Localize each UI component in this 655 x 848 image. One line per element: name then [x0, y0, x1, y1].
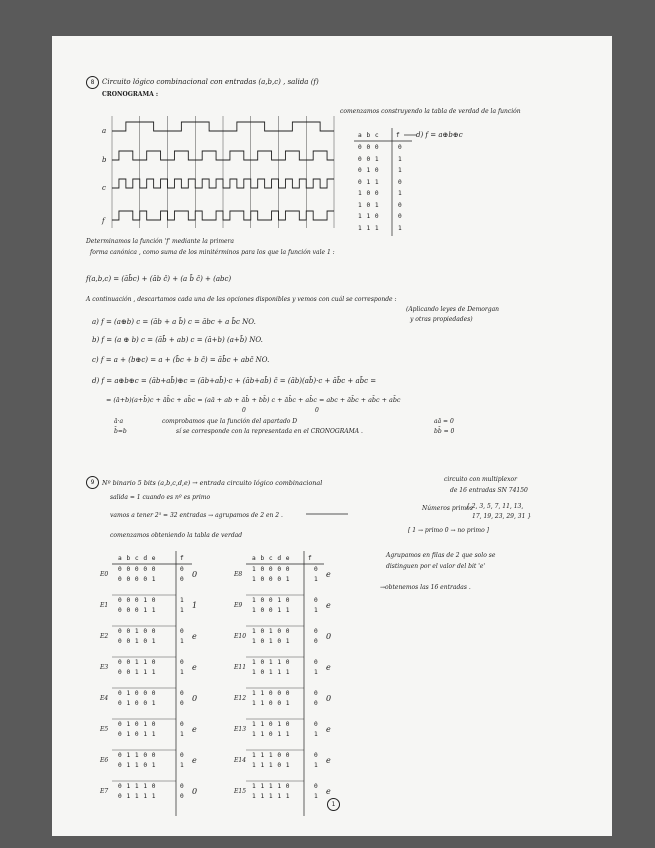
entry-label: E5	[100, 726, 109, 733]
row-bits: 0 0 1 1 0	[118, 659, 157, 666]
entry-label: E8	[234, 571, 243, 578]
prime-legend: [ 1 → primo 0 → no primo ]	[408, 527, 489, 534]
truth-table-header-f: f	[396, 132, 401, 139]
row-f-value: 1	[180, 638, 185, 645]
note-a-abar: aā = 0	[434, 418, 454, 425]
truth-table-output: 1	[398, 155, 403, 163]
mux-input-value: 0	[192, 694, 198, 703]
row-f-value: 0	[180, 721, 185, 728]
exercise-9-title: Nº binario 5 bits (a,b,c,d,e) → entrada circuito lógico combinacional	[102, 479, 323, 487]
row-f-value: 0	[180, 690, 185, 697]
answer-d: d) f = a⊕b⊕c	[416, 131, 463, 139]
row-f-value: 0	[314, 721, 319, 728]
row-f-value: 0	[180, 752, 185, 759]
truth-table-inputs: 1 1 1	[358, 224, 380, 232]
mux-note-2: de 16 entradas SN 74150	[450, 487, 528, 494]
group-note-1: Agrupamos en filas de 2 que solo se	[386, 552, 496, 559]
notebook-page	[52, 36, 612, 836]
row-f-value: 0	[314, 783, 319, 790]
row-bits: 0 0 0 1 0	[118, 597, 157, 604]
row-f-value: 0	[314, 638, 319, 645]
row-f-value: 0	[180, 576, 185, 583]
row-f-value: 1	[180, 731, 185, 738]
row-f-value: 0	[314, 628, 319, 635]
row-bits: 1 1 0 0 1	[252, 700, 291, 707]
primes-list-1: { 2, 3, 5, 7, 11, 13,	[466, 503, 524, 510]
note-b-bbar: bb̄ = 0	[434, 428, 455, 435]
mux-input-value: 0	[326, 632, 332, 641]
check-line-2: sí se corresponde con la representada en el CRONOGRAMA .	[176, 428, 363, 435]
truth-table-inputs: 0 1 1	[358, 178, 380, 186]
row-bits: 1 1 1 0 1	[252, 762, 291, 769]
row-bits: 1 0 1 1 1	[252, 669, 291, 676]
row-bits: 1 1 0 1 1	[252, 731, 291, 738]
row-f-value: 0	[180, 566, 185, 573]
row-f-value: 0	[180, 628, 185, 635]
mux-input-value: e	[192, 663, 197, 672]
row-bits: 0 0 1 0 1	[118, 638, 157, 645]
truth-table-output: 0	[398, 144, 403, 151]
note-aa: ā·a	[114, 418, 124, 425]
entries-text: vamos a tener 2⁵ = 32 entradas → agrupamos de 2 en 2 .	[110, 512, 283, 519]
row-bits: 1 0 0 0 0	[252, 566, 291, 573]
primes-list-2: 17, 19, 23, 29, 31 }	[472, 513, 532, 520]
row-bits: 1 1 1 1 1	[252, 793, 291, 800]
truth-table-inputs: 0 0 0	[358, 144, 380, 151]
entry-label: E13	[234, 726, 247, 733]
truth-table-output: 0	[398, 178, 403, 186]
exercise-8-title: Circuito lógico combinacional con entradas (a,b,c) , salida (f)	[102, 78, 319, 86]
truth-table-inputs: 1 0 1	[358, 201, 380, 209]
row-f-value: 1	[180, 597, 185, 604]
row-f-value: 1	[180, 669, 185, 676]
option-d-line-2: = (ā+b)(a+b̄)c + āb̄c + ab̄c = (aā + ab + āb̄ + bb̄) c + āb̄c + ab̄c = abc + āb̄c + ab̄c + ab̄c	[106, 396, 401, 404]
mux-note-1: circuito con multiplexor	[444, 476, 517, 483]
row-bits: 1 0 0 1 0	[252, 597, 291, 604]
entry-label: E11	[234, 664, 247, 671]
table-right-header-f: f	[308, 555, 313, 562]
truth-table-output: 0	[398, 201, 403, 209]
truth-table-inputs: 1 1 0	[358, 213, 380, 220]
start-table-text: comenzamos obteniendo la tabla de verdad	[110, 532, 243, 539]
entry-label: E3	[100, 664, 109, 671]
row-f-value: 0	[314, 700, 319, 707]
row-f-value: 0	[180, 700, 185, 707]
determine-line-1: Determinamos la función 'f' mediante la primera	[86, 238, 234, 245]
row-bits: 1 1 1 0 0	[252, 752, 291, 759]
mux-input-value: e	[326, 787, 331, 796]
row-f-value: 0	[314, 566, 319, 573]
row-bits: 1 0 1 1 0	[252, 659, 291, 666]
obtain-entries: →obtenemos las 16 entradas .	[380, 584, 471, 591]
exercise-9-output: salida = 1 cuando es nº es primo	[110, 494, 211, 501]
row-f-value: 1	[180, 607, 185, 614]
row-bits: 0 1 0 1 0	[118, 721, 157, 728]
truth-table-inputs: 0 0 1	[358, 155, 380, 163]
row-bits: 1 0 0 0 1	[252, 576, 291, 583]
row-bits: 0 0 0 1 1	[118, 607, 157, 614]
row-f-value: 1	[314, 762, 319, 769]
row-bits: 1 1 1 1 0	[252, 783, 291, 790]
row-bits: 1 0 1 0 1	[252, 638, 291, 645]
row-f-value: 0	[314, 659, 319, 666]
demorgan-note-2: y otras propiedades)	[410, 316, 473, 323]
note-bb: b̄=b	[114, 428, 127, 435]
entry-label: E7	[100, 788, 109, 795]
row-bits: 0 0 1 0 0	[118, 628, 157, 635]
mux-input-value: e	[326, 725, 331, 734]
check-line-1: comprobamos que la función del apartado D	[162, 418, 298, 425]
exercise-9-number: 9	[86, 476, 99, 489]
truth-table-inputs: 0 1 0	[358, 167, 380, 174]
zero-mark-2: 0	[315, 407, 319, 414]
row-f-value: 1	[314, 576, 319, 583]
entry-label: E1	[100, 602, 109, 609]
table-left-header-f: f	[180, 555, 185, 562]
row-f-value: 1	[314, 731, 319, 738]
canonical-form: f(a,b,c) = (āb̄c) + (āb c̄) + (a b̄ c̄) + (abc)	[86, 275, 232, 283]
entry-label: E10	[234, 633, 247, 640]
entry-label: E2	[100, 633, 109, 640]
chronogram-diagram	[52, 36, 612, 836]
chronogram-label: CRONOGRAMA :	[102, 91, 159, 98]
truth-table-output: 0	[398, 213, 403, 220]
mux-input-value: e	[192, 725, 197, 734]
option-d: d) f = a⊕b⊕c = (āb+ab̄)⊕c = (āb+ab̄)·c + (āb+ab̄) c̄ = (āb)(ab̄)·c + āb̄c + ab̄c =	[92, 377, 377, 385]
mux-input-value: e	[326, 663, 331, 672]
entry-label: E4	[100, 695, 109, 702]
truth-table-output: 1	[398, 167, 403, 174]
row-f-value: 0	[314, 597, 319, 604]
row-f-value: 1	[180, 762, 185, 769]
row-bits: 1 1 0 0 0	[252, 690, 291, 697]
mux-input-value: e	[326, 756, 331, 765]
truth-table-output: 1	[398, 190, 403, 197]
mux-input-value: 1	[192, 601, 198, 610]
row-bits: 0 1 1 0 0	[118, 752, 157, 759]
mux-input-value: 0	[192, 570, 198, 579]
mux-input-value: 0	[192, 787, 198, 796]
row-f-value: 0	[180, 783, 185, 790]
row-bits: 0 0 1 1 1	[118, 669, 157, 676]
row-bits: 0 1 0 0 0	[118, 690, 157, 697]
discard-text: A continuación , descartamos cada una de las opciones disponibles y vemos con cuál se corresponde :	[86, 296, 397, 303]
mux-input-value: e	[326, 570, 331, 579]
signal-label-a: a	[102, 127, 107, 135]
row-bits: 0 1 1 1 0	[118, 783, 157, 790]
determine-line-2: forma canónica , como suma de los minitérminos para los que la función vale 1 :	[90, 249, 335, 256]
entry-label: E0	[100, 571, 109, 578]
option-a: a) f = (a⊕b) c = (āb + a b̄) c = ābc + a b̄c NO.	[92, 318, 256, 326]
truth-table-inputs: 1 0 0	[358, 190, 380, 197]
row-bits: 0 1 1 0 1	[118, 762, 157, 769]
truth-table-output: 1	[398, 224, 403, 232]
page-number: 1	[327, 798, 340, 811]
signal-label-f: f	[102, 217, 105, 225]
table-right-header: a b c d e	[252, 555, 291, 562]
entry-label: E14	[234, 757, 247, 764]
row-bits: 0 0 0 0 1	[118, 576, 157, 583]
exercise-8-number: 8	[86, 76, 99, 89]
signal-label-b: b	[102, 156, 107, 164]
zero-mark-1: 0	[242, 407, 246, 414]
mux-input-value: e	[192, 756, 197, 765]
row-bits: 0 0 0 0 0	[118, 566, 157, 573]
row-f-value: 0	[180, 659, 185, 666]
mux-input-value: e	[326, 601, 331, 610]
signal-label-c: c	[102, 184, 106, 192]
mux-input-value: 0	[326, 694, 332, 703]
entry-label: E15	[234, 788, 247, 795]
option-c: c) f = a + (b⊕c) = a + (b̄c + b c̄) = āb̄c + abc̄ NO.	[92, 356, 270, 364]
entry-label: E9	[234, 602, 243, 609]
row-bits: 1 0 1 0 0	[252, 628, 291, 635]
entry-label: E6	[100, 757, 109, 764]
row-bits: 0 1 0 0 1	[118, 700, 157, 707]
table-left-header: a b c d e	[118, 555, 157, 562]
row-f-value: 0	[314, 752, 319, 759]
row-bits: 1 1 0 1 0	[252, 721, 291, 728]
truth-table-note: comenzamos construyendo la tabla de verdad de la función	[340, 108, 521, 115]
row-f-value: 1	[314, 793, 319, 800]
row-bits: 0 1 0 1 1	[118, 731, 157, 738]
truth-table-header-inputs: a b c	[358, 132, 380, 139]
entry-label: E12	[234, 695, 247, 702]
option-b: b) f = (a ⊕ b) c = (āb̄ + ab) c = (ā+b) (a+b̄) NO.	[92, 336, 263, 344]
row-bits: 1 0 0 1 1	[252, 607, 291, 614]
primes-label: Números primos	[422, 505, 473, 512]
mux-input-value: e	[192, 632, 197, 641]
row-f-value: 1	[314, 669, 319, 676]
row-f-value: 0	[314, 690, 319, 697]
row-bits: 0 1 1 1 1	[118, 793, 157, 800]
row-f-value: 0	[180, 793, 185, 800]
group-note-2: distinguen por el valor del bit 'e'	[386, 563, 486, 570]
row-f-value: 1	[314, 607, 319, 614]
demorgan-note-1: (Aplicando leyes de Demorgan	[406, 306, 500, 313]
